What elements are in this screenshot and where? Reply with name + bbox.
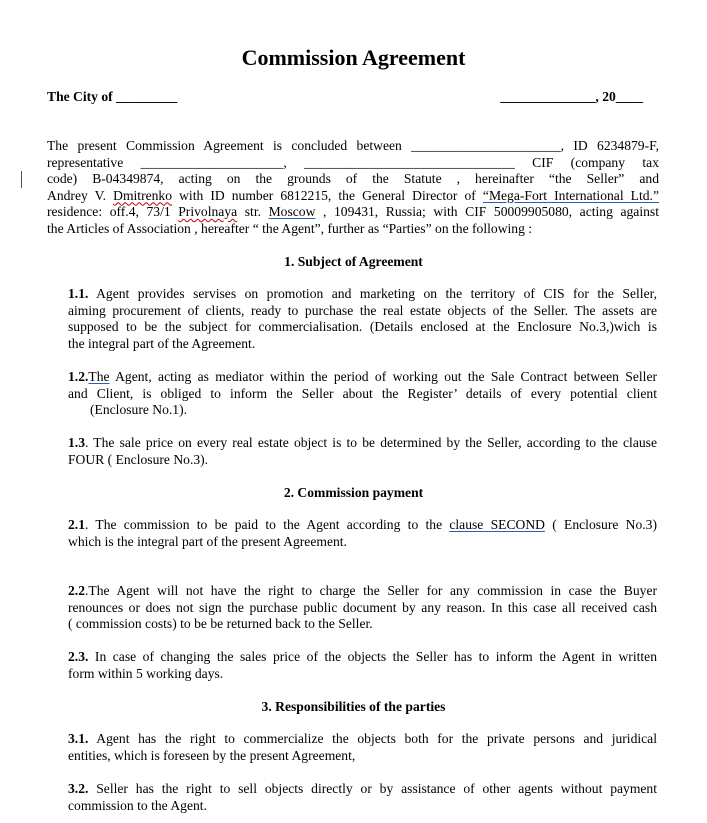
clause-1-2: 1.2.The Agent, acting as mediator within the period of working out the Sale Contract between Seller and Client, is obliged to inform the Seller about the Register’ details of every potential client (Enclosure No.1). xyxy=(68,369,657,417)
intro-line: representative _____________________, _______________________________ CIF (company tax xyxy=(47,154,659,170)
representative-blank[interactable]: _____________________ xyxy=(140,154,284,170)
clause-number: 3.1. xyxy=(68,731,89,746)
intro-line: Andrey V. Dmitrenko with ID number 6812215, the General Director of “Mega-Fort International Ltd.” xyxy=(47,187,659,203)
clause-2-3: 2.3. In case of changing the sales price of the objects the Seller has to inform the Agent in written form within 5 working days. xyxy=(68,649,657,681)
intro-line: the Articles of Association , hereafter “ the Agent”, further as “Parties” on the following : xyxy=(47,220,533,236)
document-title: Commission Agreement xyxy=(241,45,466,70)
clause-1-3: 1.3. The sale price on every real estate object is to be determined by the Seller, according to the clause FOUR ( Enclosure No.3). xyxy=(68,435,657,467)
clause-3-1: 3.1. Agent has the right to commercialize the objects both for the private persons and juridical entities, which is foreseen by the present Agreement, xyxy=(68,731,657,763)
date-field[interactable]: ______________, 20____ xyxy=(500,89,643,104)
clause-number: 2.3. xyxy=(68,649,89,664)
clause-number: 3.2. xyxy=(68,781,89,796)
section-heading-3: 3. Responsibilities of the parties xyxy=(261,699,446,714)
clause-number: 2.1 xyxy=(68,517,85,532)
section-heading-1: 1. Subject of Agreement xyxy=(284,254,423,269)
clause-number: 2.2 xyxy=(68,583,85,598)
intro-paragraph xyxy=(47,138,659,237)
company-blank[interactable]: _______________________________ xyxy=(304,154,515,170)
clause-1-1: 1.1. Agent provides servises on promotion and marketing on the territory of CIS for the Seller, aiming procurement of clients, ready to purchase the real estate objects of the Seller. The assets are supposed to be the subject for commercialisation. (Details enclosed at the Enclosure No.3,)wich is the integral part of the Agreement. xyxy=(68,286,657,351)
grammar-mark: “Mega-Fort International Ltd.” xyxy=(482,187,659,203)
clause-2-2: 2.2.The Agent will not have the right to charge the Seller for any commission in case the Buyer renounces or does not sign the purchase public document by any reason. In this case all received cash ( commission costs) to be be returned back to the Seller. xyxy=(68,583,657,631)
clause-3-2: 3.2. Seller has the right to sell objects directly or by assistance of other agents without payment commission to the Agent. xyxy=(68,781,657,813)
clause-number: 1.3 xyxy=(68,435,85,450)
party-name-blank[interactable]: ______________________ xyxy=(411,138,561,153)
grammar-mark: Moscow xyxy=(268,204,316,219)
intro-line: residence: off.4, 73/1 Privolnaya str. Moscow , 109431, Russia; with CIF 50009905080, acting against xyxy=(47,204,659,219)
section-heading-2: 2. Commission payment xyxy=(283,485,424,500)
spellcheck-word: Privolnaya xyxy=(178,204,238,219)
clause-number: 1.2. xyxy=(68,369,89,384)
text-cursor-marker xyxy=(21,171,22,188)
clause-reference-link[interactable]: clause SECOND xyxy=(449,517,545,532)
intro-line: code) B-04349874, acting on the grounds of the Statute , hereinafter “the Seller” and xyxy=(47,171,659,186)
grammar-mark: The xyxy=(88,369,110,384)
clause-number: 1.1. xyxy=(68,286,89,301)
city-field[interactable]: The City of _________ xyxy=(47,89,178,104)
spellcheck-word: Dmitrenko xyxy=(113,187,173,203)
intro-line: The present Commission Agreement is concluded between ______________________, ID 6234879-F, xyxy=(47,138,660,153)
clause-2-1: 2.1. The commission to be paid to the Agent according to the clause SECOND ( Enclosure No.3) which is the integral part of the present Agreement. xyxy=(68,517,657,549)
